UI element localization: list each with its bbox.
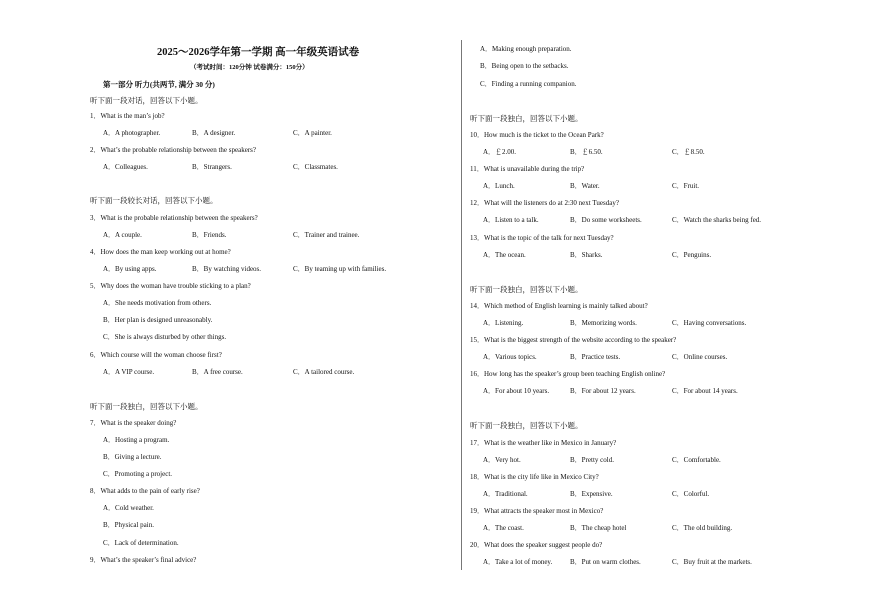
option-14a[interactable]: A．Listening.: [483, 319, 524, 327]
option-20a[interactable]: A．Take a lot of money.: [483, 558, 553, 566]
option-10b[interactable]: B．￡6.50.: [570, 148, 603, 156]
option-4c[interactable]: C．By teaming up with families.: [293, 265, 387, 273]
option-2c[interactable]: C．Classmates.: [293, 163, 338, 171]
option-3a[interactable]: A．A couple.: [103, 231, 142, 239]
option-11c[interactable]: C．Fruit.: [672, 182, 700, 190]
question-1: 1．What is the man’s job?: [90, 112, 165, 120]
option-14b[interactable]: B．Memorizing words.: [570, 319, 637, 327]
question-15: 15．What is the biggest strength of the website according to the speaker?: [470, 336, 677, 344]
page-title: 2025～2026学年第一学期 高一年级英语试卷: [157, 47, 360, 58]
option-10a[interactable]: A．￡2.00.: [483, 148, 517, 156]
option-19c[interactable]: C．The old building.: [672, 524, 733, 532]
option-9b[interactable]: B．Being open to the setbacks.: [480, 62, 569, 70]
question-4: 4．How does the man keep working out at home?: [90, 248, 231, 256]
question-16: 16．How long has the speaker’s group been teaching English online?: [470, 370, 666, 378]
option-12b[interactable]: B．Do some worksheets.: [570, 216, 642, 224]
option-1a[interactable]: A．A photographer.: [103, 129, 161, 137]
option-17b[interactable]: B．Pretty cold.: [570, 456, 614, 464]
option-5a[interactable]: A．She needs motivation from others.: [103, 299, 212, 307]
option-3c[interactable]: C．Trainer and trainee.: [293, 231, 360, 239]
option-7b[interactable]: B．Giving a lecture.: [103, 453, 162, 461]
option-18c[interactable]: C．Colorful.: [672, 490, 710, 498]
option-13b[interactable]: B．Sharks.: [570, 251, 603, 259]
option-15a[interactable]: A．Various topics.: [483, 353, 537, 361]
option-7a[interactable]: A．Hosting a program.: [103, 436, 170, 444]
option-9c[interactable]: C．Finding a running companion.: [480, 80, 577, 88]
question-18: 18．What is the city life like in Mexico City?: [470, 473, 599, 481]
question-19: 19．What attracts the speaker most in Mexico?: [470, 507, 604, 515]
option-9a[interactable]: A．Making enough preparation.: [480, 45, 572, 53]
option-2b[interactable]: B．Strangers.: [192, 163, 232, 171]
option-15b[interactable]: B．Practice tests.: [570, 353, 621, 361]
option-7c[interactable]: C．Promoting a project.: [103, 470, 173, 478]
question-3: 3．What is the probable relationship between the speakers?: [90, 214, 258, 222]
question-11: 11．What is unavailable during the trip?: [470, 165, 585, 173]
section-instruction: 听下面一段独白，回答以下小题。: [90, 402, 203, 411]
option-2a[interactable]: A．Colleagues.: [103, 163, 148, 171]
question-14: 14．Which method of English learning is mainly talked about?: [470, 302, 648, 310]
option-16a[interactable]: A．For about 10 years.: [483, 387, 550, 395]
option-3b[interactable]: B．Friends.: [192, 231, 227, 239]
section-instruction: 听下面一段较长对话，回答以下小题。: [90, 196, 218, 205]
option-20c[interactable]: C．Buy fruit at the markets.: [672, 558, 752, 566]
question-13: 13．What is the topic of the talk for next Tuesday?: [470, 234, 614, 242]
question-12: 12．What will the listeners do at 2:30 next Tuesday?: [470, 199, 619, 207]
option-16c[interactable]: C．For about 14 years.: [672, 387, 738, 395]
option-19a[interactable]: A．The coast.: [483, 524, 524, 532]
option-8c[interactable]: C．Lack of determination.: [103, 539, 179, 547]
option-18a[interactable]: A．Traditional.: [483, 490, 528, 498]
part-heading: 第一部分 听力(共两节, 满分 30 分): [103, 80, 215, 89]
option-6c[interactable]: C．A tailored course.: [293, 368, 355, 376]
option-13a[interactable]: A．The ocean.: [483, 251, 526, 259]
option-13c[interactable]: C．Penguins.: [672, 251, 712, 259]
option-20b[interactable]: B．Put on warm clothes.: [570, 558, 641, 566]
option-12c[interactable]: C．Watch the sharks being fed.: [672, 216, 762, 224]
option-14c[interactable]: C．Having conversations.: [672, 319, 747, 327]
option-11a[interactable]: A．Lunch.: [483, 182, 515, 190]
option-8b[interactable]: B．Physical pain.: [103, 521, 154, 529]
option-4a[interactable]: A．By using apps.: [103, 265, 157, 273]
question-6: 6．Which course will the woman choose first?: [90, 351, 222, 359]
question-7: 7．What is the speaker doing?: [90, 419, 177, 427]
option-5c[interactable]: C．She is always disturbed by other things.: [103, 333, 227, 341]
section-instruction: 听下面一段独白，回答以下小题。: [470, 421, 583, 430]
option-6a[interactable]: A．A VIP course.: [103, 368, 155, 376]
question-17: 17．What is the weather like in Mexico in January?: [470, 439, 617, 447]
exam-info: （考试时间：120分钟 试卷满分：150分）: [190, 64, 309, 71]
option-1b[interactable]: B．A designer.: [192, 129, 236, 137]
question-5: 5．Why does the woman have trouble sticking to a plan?: [90, 282, 251, 290]
question-20: 20．What does the speaker suggest people do?: [470, 541, 603, 549]
option-5b[interactable]: B．Her plan is designed unreasonably.: [103, 316, 213, 324]
option-12a[interactable]: A．Listen to a talk.: [483, 216, 539, 224]
question-2: 2．What’s the probable relationship between the speakers?: [90, 146, 256, 154]
option-19b[interactable]: B．The cheap hotel: [570, 524, 627, 532]
option-18b[interactable]: B．Expensive.: [570, 490, 613, 498]
section-instruction: 听下面一段对话，回答以下小题。: [90, 96, 203, 105]
question-9: 9．What’s the speaker’s final advice?: [90, 556, 197, 564]
option-16b[interactable]: B．For about 12 years.: [570, 387, 636, 395]
question-8: 8．What adds to the pain of early rise?: [90, 487, 200, 495]
option-11b[interactable]: B．Water.: [570, 182, 600, 190]
option-4b[interactable]: B．By watching videos.: [192, 265, 262, 273]
option-8a[interactable]: A．Cold weather.: [103, 504, 154, 512]
option-1c[interactable]: C．A painter.: [293, 129, 332, 137]
question-10: 10．How much is the ticket to the Ocean Park?: [470, 131, 604, 139]
column-divider: [461, 40, 462, 570]
option-17c[interactable]: C．Comfortable.: [672, 456, 721, 464]
option-10c[interactable]: C．￡8.50.: [672, 148, 705, 156]
option-17a[interactable]: A．Very hot.: [483, 456, 521, 464]
option-6b[interactable]: B．A free course.: [192, 368, 243, 376]
option-15c[interactable]: C．Online courses.: [672, 353, 728, 361]
section-instruction: 听下面一段独白，回答以下小题。: [470, 114, 583, 123]
section-instruction: 听下面一段独白，回答以下小题。: [470, 285, 583, 294]
